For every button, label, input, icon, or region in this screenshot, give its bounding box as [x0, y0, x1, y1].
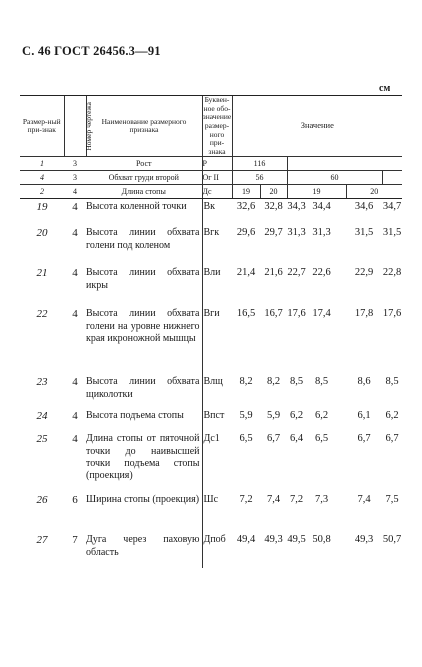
- row-value: 7,4: [357, 494, 371, 506]
- row-value: 22,7: [287, 267, 306, 279]
- row-value: 49,3: [354, 534, 374, 546]
- row-value: 8,6: [357, 376, 371, 388]
- row-value: 6,5: [239, 433, 253, 445]
- row-value: 60: [287, 171, 382, 185]
- table-row: [20, 199, 402, 226]
- row-value: 56: [232, 171, 287, 185]
- table-row: [20, 492, 402, 532]
- table-row: [20, 157, 402, 171]
- col-header-figure-no: Номер чертежа: [64, 96, 86, 157]
- row-value: 6,1: [357, 410, 371, 422]
- row-value: 32,6: [236, 201, 256, 213]
- row-name: Высота линии обхвата голени под коленом: [86, 225, 202, 265]
- col-header-code: Буквен-ное обо-значение размер-ного при-знака: [202, 95, 232, 156]
- row-value: 49,3: [264, 534, 283, 546]
- row-feature-no: 4: [20, 171, 64, 185]
- col-header-values: Значение: [232, 96, 402, 157]
- row-value: 6,2: [314, 410, 329, 422]
- row-code: Р: [202, 157, 232, 171]
- row-name: Длина стопы: [86, 185, 202, 199]
- row-name: Обхват груди второй: [86, 171, 202, 185]
- row-code: Впст: [203, 410, 225, 422]
- row-figure-no: 4: [72, 376, 78, 389]
- row-value: 49,4: [236, 534, 256, 546]
- row-value: 34,6: [354, 201, 374, 213]
- row-name: Высота коленной точки: [86, 199, 202, 226]
- row-value: 22,9: [354, 267, 374, 279]
- row-figure-no: 4: [64, 185, 86, 199]
- row-value: 19: [287, 185, 346, 199]
- row-name: Высота линии обхвата икры: [86, 265, 202, 306]
- row-value: 32,8: [264, 201, 283, 213]
- row-feature-no: 23: [36, 376, 48, 389]
- row-feature-no: 27: [36, 534, 48, 547]
- row-value: 6,7: [385, 433, 399, 445]
- row-value: [287, 157, 402, 171]
- row-value: 20: [260, 185, 287, 199]
- table-row: [20, 185, 402, 199]
- row-feature-no: 20: [36, 227, 48, 240]
- row-figure-no: 3: [64, 157, 86, 171]
- row-feature-no: 24: [36, 410, 48, 423]
- row-code: Дс1: [203, 433, 220, 445]
- row-value: 8,5: [385, 376, 399, 388]
- row-value: 49,5: [287, 534, 306, 546]
- row-value: 17,6: [287, 308, 306, 320]
- row-value: 31,5: [382, 227, 402, 239]
- row-value: 8,2: [266, 376, 281, 388]
- row-name: Длина стопы от пяточной точки до наивысшей точки подъема стопы (проекция): [86, 431, 202, 492]
- row-figure-no: 4: [72, 267, 78, 280]
- row-feature-no: 22: [36, 308, 48, 321]
- table-row: [20, 532, 402, 568]
- row-feature-no: 19: [36, 201, 48, 214]
- row-value: 6,7: [266, 433, 281, 445]
- row-feature-no: 1: [20, 157, 64, 171]
- row-code: Вгк: [203, 227, 220, 239]
- row-code: Ог II: [202, 171, 232, 185]
- row-value: 31,3: [312, 227, 331, 239]
- table-row: [20, 265, 402, 306]
- row-value: 22,6: [312, 267, 331, 279]
- row-name: Дуга через паховую область: [86, 532, 202, 568]
- table-row: [20, 408, 402, 431]
- row-value: 16,7: [264, 308, 283, 320]
- row-name: Высота линии обхвата голени на уровне нижнего края икроножной мышцы: [86, 306, 202, 374]
- row-value: 19: [232, 185, 260, 199]
- row-value: 6,2: [289, 410, 304, 422]
- row-code: Дпоб: [203, 534, 226, 546]
- row-feature-no: 2: [20, 185, 64, 199]
- row-value: 6,2: [385, 410, 399, 422]
- unit-label: см: [379, 83, 391, 94]
- row-value: 5,9: [239, 410, 253, 422]
- row-value: 5,9: [266, 410, 281, 422]
- row-feature-no: 21: [36, 267, 48, 280]
- row-figure-no: 6: [72, 494, 78, 507]
- row-feature-no: 25: [36, 433, 48, 446]
- row-code: Дс: [202, 185, 232, 199]
- col-header-name: Наименование размерного признака: [86, 96, 202, 157]
- row-value: 17,6: [382, 308, 402, 320]
- row-name: Высота подъема стопы: [86, 408, 202, 431]
- row-name: Рост: [86, 157, 202, 171]
- row-value: 7,2: [289, 494, 304, 506]
- row-figure-no: 3: [64, 171, 86, 185]
- row-value: 34,4: [312, 201, 331, 213]
- row-value: 21,4: [236, 267, 256, 279]
- cell-divider: [382, 171, 402, 185]
- row-value: 50,8: [312, 534, 331, 546]
- row-name: Высота линии обхвата щиколотки: [86, 374, 202, 408]
- table-row: [20, 374, 402, 408]
- row-value: 22,8: [382, 267, 402, 279]
- row-value: 8,2: [239, 376, 253, 388]
- row-code: Вк: [203, 201, 216, 213]
- row-value: 29,7: [264, 227, 283, 239]
- row-figure-no: 4: [72, 201, 78, 214]
- row-name: Ширина стопы (проекция): [86, 492, 202, 532]
- row-value: 116: [232, 157, 287, 171]
- table-row: [20, 171, 402, 185]
- row-value: 16,5: [236, 308, 256, 320]
- row-value: 17,8: [354, 308, 374, 320]
- row-code: Вги: [203, 308, 220, 320]
- row-code: Шс: [203, 494, 219, 506]
- row-value: 7,2: [239, 494, 253, 506]
- row-figure-no: 4: [72, 410, 78, 423]
- row-value: 17,4: [312, 308, 331, 320]
- page-header: С. 46 ГОСТ 26456.3—91: [22, 44, 161, 58]
- row-figure-no: 4: [72, 227, 78, 240]
- measurements-table: [20, 96, 402, 568]
- row-value: 7,5: [385, 494, 399, 506]
- row-value: 7,3: [314, 494, 329, 506]
- row-value: 6,5: [314, 433, 329, 445]
- row-value: 31,3: [287, 227, 306, 239]
- row-figure-no: 4: [72, 308, 78, 321]
- row-figure-no: 4: [72, 433, 78, 446]
- col-header-feature-no: Размер-ный при-знак: [20, 96, 64, 157]
- row-figure-no: 7: [72, 534, 78, 547]
- row-code: Вли: [203, 267, 221, 279]
- table-row: [20, 431, 402, 492]
- row-value: 34,3: [287, 201, 306, 213]
- row-value: 7,4: [266, 494, 281, 506]
- row-value: 34,7: [382, 201, 402, 213]
- row-value: 8,5: [314, 376, 329, 388]
- row-feature-no: 26: [36, 494, 48, 507]
- row-value: 21,6: [264, 267, 283, 279]
- row-value: 29,6: [236, 227, 256, 239]
- row-value: 6,4: [289, 433, 304, 445]
- table-row: [20, 306, 402, 374]
- row-value: 50,7: [382, 534, 402, 546]
- row-value: 6,7: [357, 433, 371, 445]
- row-code: Влщ: [203, 376, 223, 388]
- row-value: 8,5: [289, 376, 304, 388]
- row-value: 20: [346, 185, 402, 199]
- table-row: [20, 225, 402, 265]
- row-value: 31,5: [354, 227, 374, 239]
